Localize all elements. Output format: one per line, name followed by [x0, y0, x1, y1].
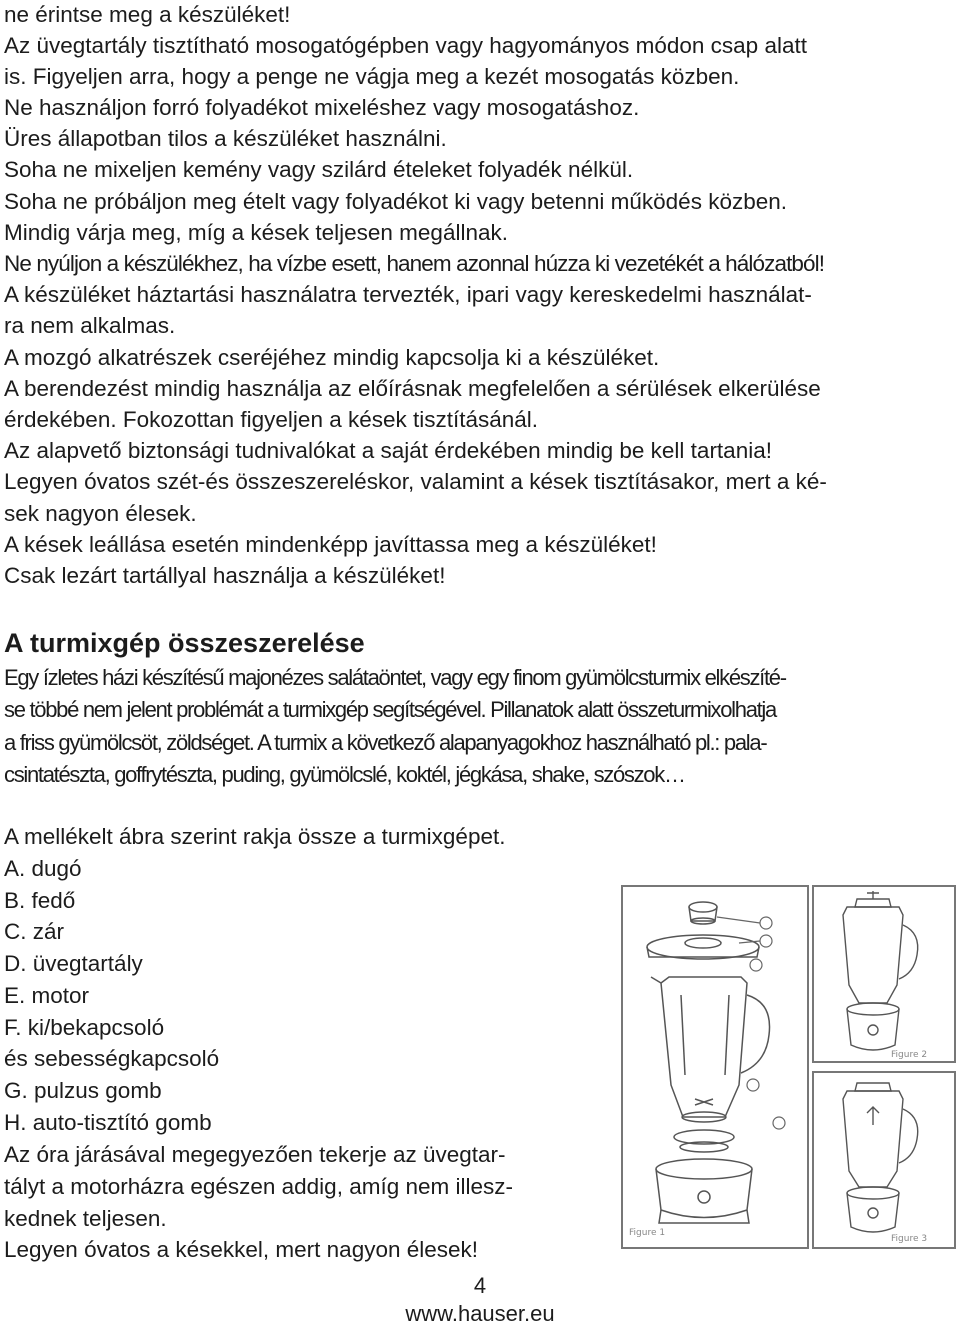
list-item: és sebességkapcsoló [4, 1046, 220, 1071]
figure-2-label: Figure 2 [891, 1050, 928, 1060]
text-line: A mozgó alkatrészek cseréjéhez mindig kapcsolja ki a készüléket. [4, 345, 660, 370]
text-line: A mellékelt ábra szerint rakja össze a turmixgépet. [4, 824, 506, 849]
text-line: Üres állapotban tilos a készüléket használni. [4, 126, 447, 151]
text-line: Mindig várja meg, míg a kések teljesen megállnak. [4, 220, 508, 245]
text-line: csintatészta, goffrytészta, puding, gyümölcslé, koktél, jégkása, shake, szószok… [4, 762, 685, 787]
footer-url: www.hauser.eu [405, 1301, 555, 1326]
list-item: G. pulzus gomb [4, 1078, 162, 1103]
list-item: E. motor [4, 983, 90, 1008]
page-number: 4 [473, 1273, 487, 1298]
text-line: A kések leállása esetén mindenképp javíttassa meg a készüléket! [4, 532, 657, 557]
text-line: Legyen óvatos a késekkel, mert nagyon élesek! [4, 1237, 479, 1262]
list-item: C. zár [4, 919, 65, 944]
text-line: Az üvegtartály tisztítható mosogatógépben vagy hagyományos módon csap alatt [4, 33, 807, 58]
text-line: Egy ízletes házi készítésű majonézes salátaöntet, vagy egy finom gyümölcsturmix elkészíté- [4, 665, 786, 690]
list-item: D. üvegtartály [4, 951, 143, 976]
text-line: Az óra járásával megegyezően tekerje az üvegtar- [4, 1142, 506, 1167]
text-line: a friss gyümölcsöt, zöldséget. A turmix a következő alapanyagokhoz használható pl.: pala- [4, 730, 767, 755]
list-item: A. dugó [4, 856, 82, 881]
list-item: F. ki/bekapcsoló [4, 1015, 165, 1040]
text-line: Csak lezárt tartállyal használja a készüléket! [4, 563, 446, 588]
text-line: Ne használjon forró folyadékot mixeléshez vagy mosogatáshoz. [4, 95, 640, 120]
blender-diagram [621, 885, 957, 1250]
figure-2-frame [813, 886, 955, 1062]
blender-assembly-figure [621, 885, 957, 1250]
text-line: tályt a motorházra egészen addig, amíg nem illesz- [4, 1174, 513, 1199]
list-item: B. fedő [4, 888, 76, 913]
text-line: érdekében. Fokozottan figyeljen a kések tisztításánál. [4, 407, 539, 432]
text-line: A berendezést mindig használja az előírásnak megfelelően a sérülések elkerülése [4, 376, 821, 401]
text-line: Soha ne mixeljen kemény vagy szilárd ételeket folyadék nélkül. [4, 157, 634, 182]
text-line: se többé nem jelent problémát a turmixgép segítségével. Pillanatok alatt összeturmixolhatja [4, 697, 776, 722]
text-line: is. Figyeljen arra, hogy a penge ne vágja meg a kezét mosogatás közben. [4, 64, 740, 89]
section-heading: A turmixgép összeszerelése [4, 628, 365, 658]
text-line: ra nem alkalmas. [4, 313, 176, 338]
text-line: Az alapvető biztonsági tudnivalókat a saját érdekében mindig be kell tartania! [4, 438, 772, 463]
text-line: kednek teljesen. [4, 1206, 167, 1231]
text-line: Soha ne próbáljon meg ételt vagy folyadékot ki vagy betenni működés közben. [4, 189, 787, 214]
text-line: Ne nyúljon a készülékhez, ha vízbe esett, hanem azonnal húzza ki vezetékét a hálózatból! [4, 251, 825, 276]
figure-3-frame [813, 1072, 955, 1248]
list-item: H. auto-tisztító gomb [4, 1110, 212, 1135]
text-line: A készüléket háztartási használatra tervezték, ipari vagy kereskedelmi használat- [4, 282, 812, 307]
text-line: ne érintse meg a készüléket! [4, 2, 291, 27]
figure-1-label: Figure 1 [629, 1228, 666, 1238]
text-line: Legyen óvatos szét-és összeszereléskor, valamint a kések tisztításakor, mert a ké- [4, 469, 827, 494]
text-line: sek nagyon élesek. [4, 501, 197, 526]
figure-3-label: Figure 3 [891, 1234, 928, 1244]
figure-1-frame [622, 886, 808, 1248]
